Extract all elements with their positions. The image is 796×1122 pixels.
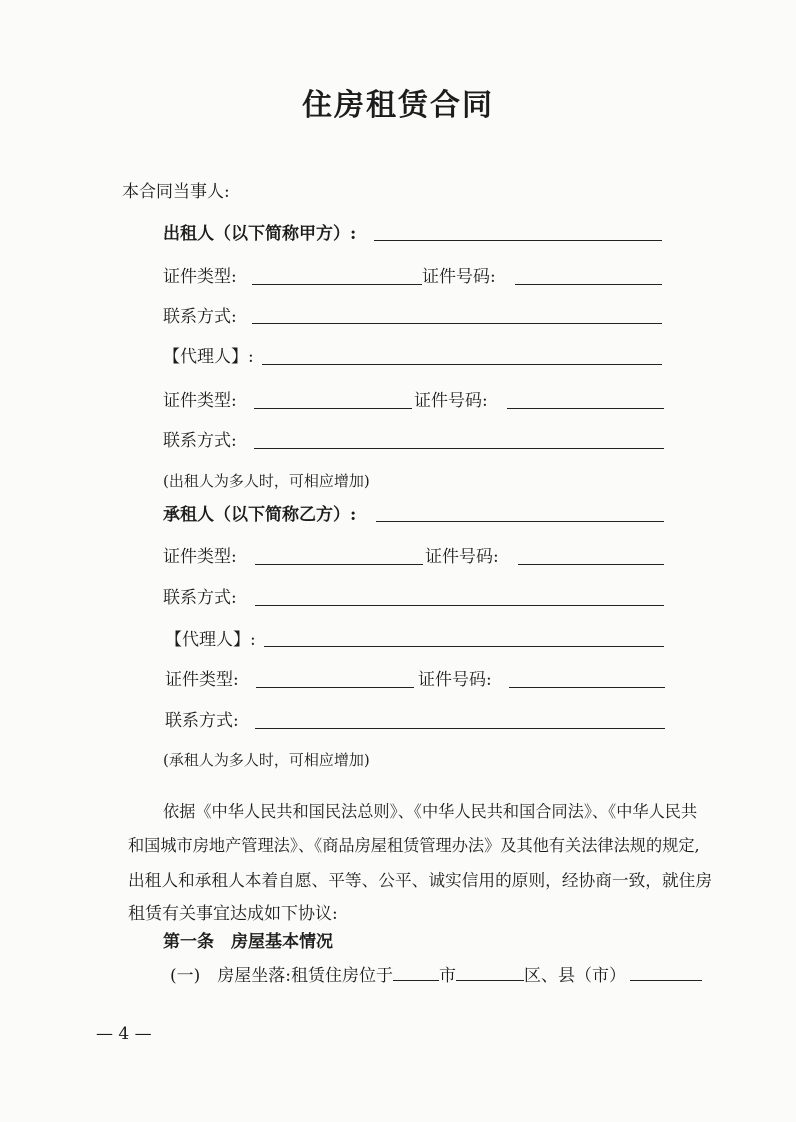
lessor-id-number-label: 证件号码: bbox=[422, 267, 496, 287]
lessor-agent-id-type-label: 证件类型: bbox=[163, 391, 237, 411]
basis-line-4: 租赁有关事宜达成如下协议: bbox=[128, 904, 338, 924]
lessor-id-type-field[interactable] bbox=[252, 284, 422, 285]
lessor-agent-id-type-field[interactable] bbox=[254, 408, 412, 409]
lessor-note: (出租人为多人时，可相应增加) bbox=[163, 472, 370, 490]
lessee-name-field[interactable] bbox=[376, 521, 664, 522]
location-prefix: (一) 房屋坐落:租赁住房位于 bbox=[170, 966, 393, 986]
page-title: 住房租赁合同 bbox=[302, 88, 494, 123]
city-label: 市 bbox=[439, 966, 456, 986]
lessor-heading: 出租人（以下简称甲方）: bbox=[163, 224, 357, 244]
lessor-agent-id-number-field[interactable] bbox=[507, 408, 664, 409]
lessor-contact-label: 联系方式: bbox=[163, 307, 237, 327]
article-1-heading: 第一条 房屋基本情况 bbox=[163, 932, 333, 952]
lessor-agent-field[interactable] bbox=[262, 364, 662, 365]
lessee-agent-id-number-label: 证件号码: bbox=[418, 670, 492, 690]
article-1-item-1 bbox=[170, 962, 702, 988]
basis-line-3: 出租人和承租人本着自愿、平等、公平、诚实信用的原则，经协商一致，就住房 bbox=[128, 870, 713, 890]
basis-line-2: 和国城市房地产管理法》、《商品房屋租赁管理办法》及其他有关法律法规的规定, bbox=[128, 836, 700, 855]
lessee-agent-id-type-field[interactable] bbox=[256, 687, 414, 688]
lessor-agent-label: 【代理人】: bbox=[163, 347, 254, 367]
lessee-agent-contact-field[interactable] bbox=[255, 728, 665, 729]
lessee-agent-id-number-field[interactable] bbox=[509, 687, 665, 688]
parties-intro: 本合同当事人: bbox=[122, 182, 230, 202]
lessee-heading: 承租人（以下简称乙方）: bbox=[163, 505, 357, 525]
lessor-id-type-label: 证件类型: bbox=[163, 267, 237, 287]
lessee-note: (承租人为多人时，可相应增加) bbox=[163, 751, 370, 769]
city-field[interactable] bbox=[393, 962, 439, 981]
district-label: 区、县（市） bbox=[524, 966, 626, 986]
lessee-id-number-field[interactable] bbox=[518, 564, 664, 565]
lessee-agent-field[interactable] bbox=[264, 646, 664, 647]
county-field[interactable] bbox=[630, 962, 702, 981]
page-number: — 4 — bbox=[96, 1024, 152, 1044]
lessor-agent-contact-label: 联系方式: bbox=[163, 431, 237, 451]
lessor-agent-id-number-label: 证件号码: bbox=[414, 391, 488, 411]
lessee-contact-field[interactable] bbox=[255, 605, 664, 606]
lessor-id-number-field[interactable] bbox=[515, 284, 662, 285]
district-field[interactable] bbox=[456, 962, 524, 981]
lessee-contact-label: 联系方式: bbox=[163, 588, 237, 608]
lessee-id-number-label: 证件号码: bbox=[425, 547, 499, 567]
lessee-agent-label: 【代理人】: bbox=[165, 630, 256, 650]
lessor-agent-contact-field[interactable] bbox=[254, 448, 664, 449]
lessor-contact-field[interactable] bbox=[252, 323, 662, 324]
lessee-agent-id-type-label: 证件类型: bbox=[165, 670, 239, 690]
lessee-id-type-label: 证件类型: bbox=[163, 547, 237, 567]
lessee-agent-contact-label: 联系方式: bbox=[165, 711, 239, 731]
lessee-id-type-field[interactable] bbox=[255, 564, 423, 565]
basis-line-1: 依据《中华人民共和国民法总则》、《中华人民共和国合同法》、《中华人民共 bbox=[163, 802, 698, 821]
lessor-name-field[interactable] bbox=[374, 240, 662, 241]
